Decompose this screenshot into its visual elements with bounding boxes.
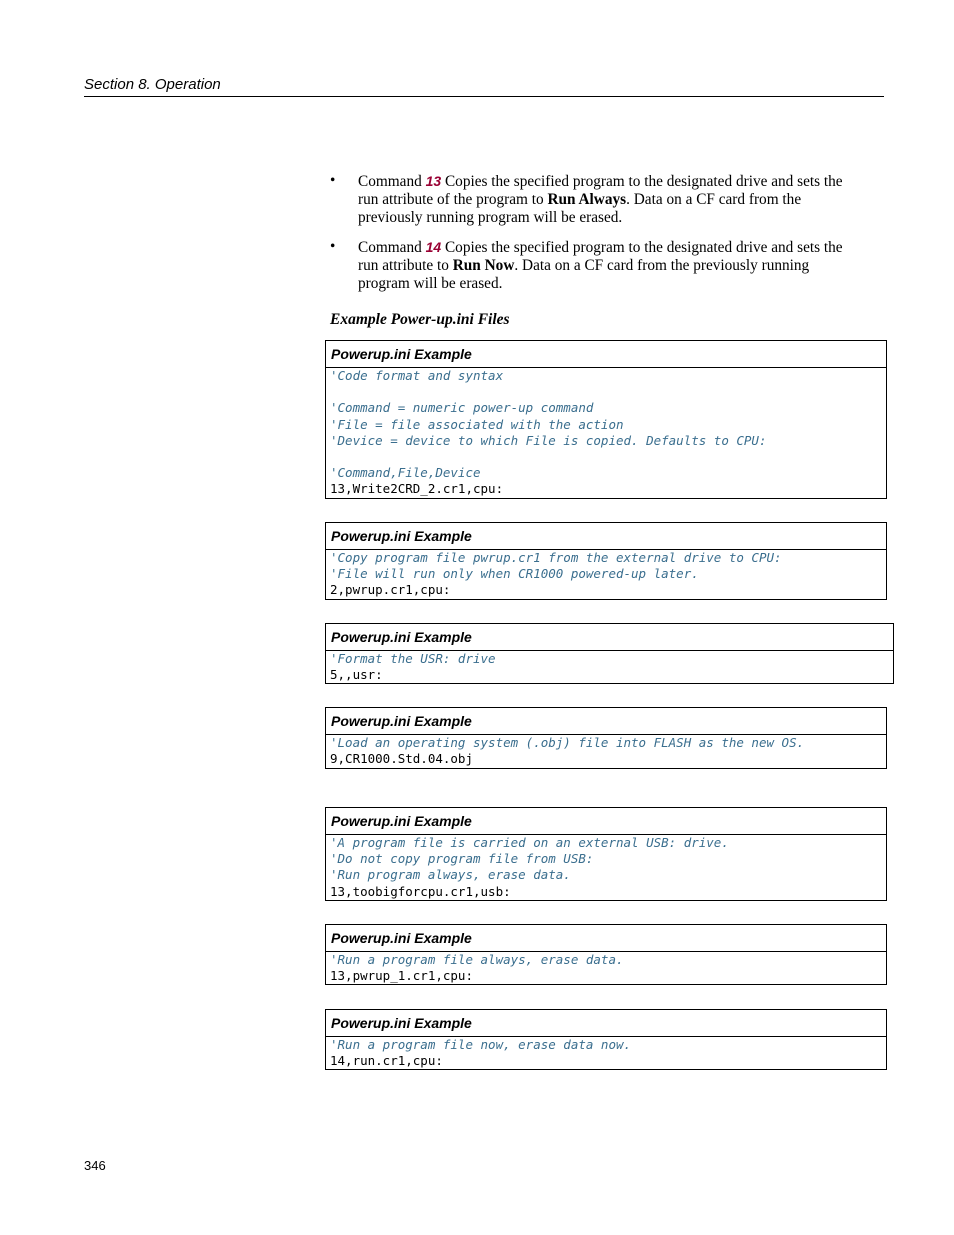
bullet-text-end: . Data on a CF card from the previously running program will be erased. bbox=[358, 191, 802, 226]
code-line: 2,pwrup.cr1,cpu: bbox=[330, 582, 451, 598]
command-number: 13 bbox=[425, 173, 442, 189]
example-title: Powerup.ini Example bbox=[326, 708, 886, 735]
code-comment: 'Command = numeric power-up command bbox=[330, 400, 594, 416]
bullet-icon: • bbox=[330, 172, 336, 189]
code-comment: 'File = file associated with the action bbox=[330, 416, 624, 432]
example-title: Powerup.ini Example bbox=[326, 341, 886, 368]
example-title: Powerup.ini Example bbox=[326, 523, 886, 550]
code-comment: 'Do not copy program file from USB: bbox=[330, 851, 594, 867]
bullet-prefix: Command bbox=[358, 239, 426, 256]
code-block bbox=[326, 550, 886, 599]
code-block bbox=[326, 1037, 886, 1069]
example-title: Powerup.ini Example bbox=[326, 808, 886, 835]
example-box bbox=[325, 807, 887, 901]
bullet-text-end: . Data on a CF card from the previously running program will be erased. bbox=[358, 257, 810, 292]
example-box bbox=[325, 623, 894, 684]
example-title: Powerup.ini Example bbox=[326, 624, 893, 651]
code-line: 9,CR1000.Std.04.obj bbox=[330, 751, 473, 767]
code-comment: 'Command,File,Device bbox=[330, 465, 481, 481]
code-line: 14,run.cr1,cpu: bbox=[330, 1053, 443, 1069]
example-box bbox=[325, 924, 887, 985]
code-blank-line bbox=[330, 384, 882, 400]
bullet-text: Copies the specified program to the designated drive and sets the run attribute of the program to bbox=[358, 173, 843, 208]
bullet-icon: • bbox=[330, 238, 336, 255]
code-comment: 'Load an operating system (.obj) file into FLASH as the new OS. bbox=[330, 735, 805, 750]
bullet-bold-term: Run Always bbox=[547, 191, 627, 208]
code-block bbox=[326, 835, 886, 900]
section-title: Section 8. Operation bbox=[84, 76, 221, 93]
example-title: Powerup.ini Example bbox=[326, 1010, 886, 1037]
code-line: 13,Write2CRD_2.cr1,cpu: bbox=[330, 481, 504, 497]
example-title: Powerup.ini Example bbox=[326, 925, 886, 952]
bullet-text: Copies the specified program to the designated drive and sets the run attribute to bbox=[358, 239, 843, 274]
code-line: 13,pwrup_1.cr1,cpu: bbox=[330, 968, 473, 984]
code-block bbox=[326, 735, 886, 767]
list-item bbox=[330, 172, 860, 227]
code-comment: 'A program file is carried on an external USB: drive. bbox=[330, 835, 729, 850]
code-comment: 'Run a program file always, erase data. bbox=[330, 952, 624, 967]
code-comment: 'Format the USR: drive bbox=[330, 651, 496, 666]
example-box bbox=[325, 1009, 887, 1070]
code-block bbox=[326, 952, 886, 984]
code-line: 5,,usr: bbox=[330, 667, 383, 683]
code-comment: 'Run program always, erase data. bbox=[330, 867, 571, 883]
bullet-prefix: Command bbox=[358, 173, 426, 190]
code-block bbox=[326, 368, 886, 498]
page-number: 346 bbox=[84, 1158, 106, 1173]
subheading: Example Power-up.ini Files bbox=[330, 311, 510, 328]
code-block bbox=[326, 651, 893, 683]
code-comment: 'Code format and syntax bbox=[330, 368, 504, 383]
bullet-bold-term: Run Now bbox=[452, 257, 515, 274]
code-comment: 'File will run only when CR1000 powered-up later. bbox=[330, 566, 699, 582]
code-comment: 'Copy program file pwrup.cr1 from the external drive to CPU: bbox=[330, 550, 782, 565]
command-number: 14 bbox=[425, 239, 442, 255]
code-line: 13,toobigforcpu.cr1,usb: bbox=[330, 883, 511, 899]
code-blank-line bbox=[330, 449, 882, 465]
command-list bbox=[330, 172, 860, 304]
list-item bbox=[330, 238, 860, 293]
code-comment: 'Run a program file now, erase data now. bbox=[330, 1037, 632, 1052]
example-box bbox=[325, 340, 887, 499]
page-header bbox=[84, 76, 884, 97]
example-box bbox=[325, 707, 887, 769]
example-box bbox=[325, 522, 887, 600]
code-comment: 'Device = device to which File is copied. Defaults to CPU: bbox=[330, 432, 767, 448]
